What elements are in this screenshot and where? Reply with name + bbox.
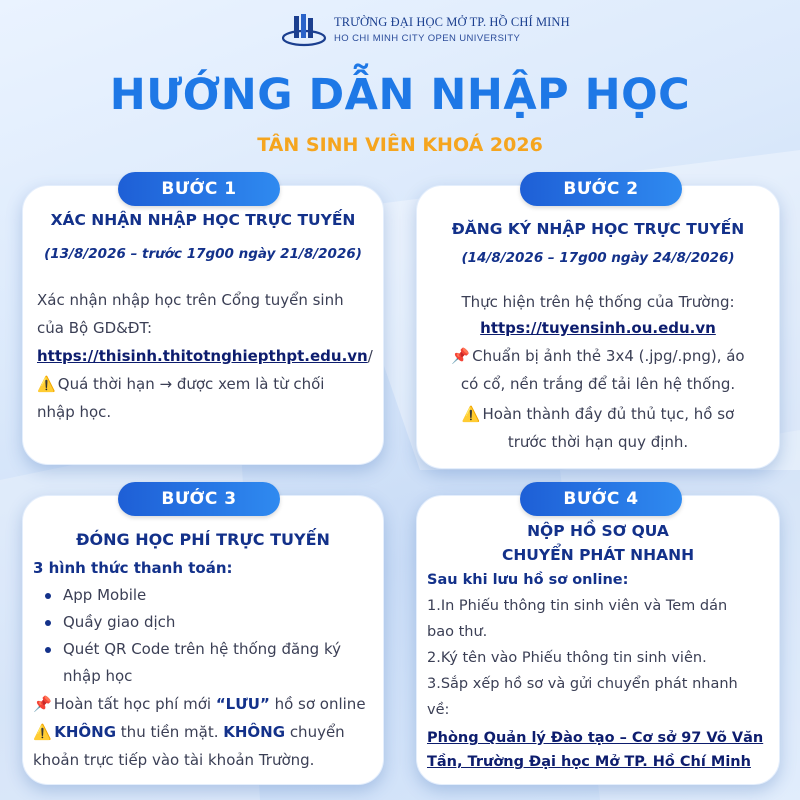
step2-link-row: [417, 314, 779, 342]
step3-warning-text-b: thu tiền mặt.: [116, 723, 224, 741]
step2-warning-line1: [417, 400, 779, 428]
bullet-icon: [45, 620, 51, 626]
step4-heading-line1: NỘP HỒ SƠ QUA: [527, 522, 669, 540]
step3-method-label: App Mobile: [63, 586, 147, 604]
step4-item1-line2: bao thư.: [427, 624, 488, 640]
step1-heading: XÁC NHẬN NHẬP HỌC TRỰC TUYẾN: [50, 211, 356, 229]
step2-text-line1: Thực hiện trên hệ thống của Trường:: [461, 293, 735, 311]
step4-card: [416, 495, 780, 785]
step2-card: [416, 185, 780, 469]
step2-warning-line2: trước thời hạn quy định.: [507, 433, 689, 451]
step4-badge: BƯỚC 4: [520, 482, 682, 516]
university-name-en: HO CHI MINH CITY OPEN UNIVERSITY: [334, 33, 521, 44]
step4-address-line2: Tần, Trường Đại học Mở TP. Hồ Chí Minh: [427, 754, 751, 770]
step4-item3-line2: về:: [427, 702, 450, 718]
step3-badge: BƯỚC 3: [118, 482, 280, 516]
step3-method-label: Quầy giao dịch: [63, 613, 176, 631]
step2-badge: BƯỚC 2: [520, 172, 682, 206]
step1-link-suffix: /: [367, 347, 373, 365]
bullet-icon: [45, 647, 51, 653]
step4-item1-line1: 1.In Phiếu thông tin sinh viên và Tem dán: [427, 598, 728, 614]
pushpin-icon: 📌: [451, 347, 471, 365]
step1-dates: (13/8/2026 – trước 17g00 ngày 21/8/2026): [44, 246, 362, 262]
step3-warning-text-d: chuyển: [285, 723, 345, 741]
step2-pin-line1: [417, 342, 779, 370]
step3-method-3: [45, 635, 341, 663]
pushpin-icon: 📌: [33, 695, 52, 713]
step3-warning-line2: khoản trực tiếp vào tài khoản Trường.: [33, 751, 315, 769]
step3-method-1: [45, 581, 146, 609]
step3-heading: ĐÓNG HỌC PHÍ TRỰC TUYẾN: [76, 530, 330, 549]
step3-pin-text-a: Hoàn tất học phí mới: [49, 695, 216, 713]
step1-warning-line1: [37, 370, 324, 398]
step1-text-line2: của Bộ GD&ĐT:: [37, 319, 153, 337]
step1-portal-link[interactable]: https://thisinh.thitotnghiepthpt.edu.vn: [37, 347, 368, 365]
step1-warning-line2: nhập học.: [37, 403, 112, 421]
step4-item2: 2.Ký tên vào Phiếu thông tin sinh viên.: [427, 650, 707, 666]
bullet-icon: [45, 593, 51, 599]
step4-item3-line1: 3.Sắp xếp hồ sơ và gửi chuyển phát nhanh: [427, 676, 738, 692]
logo-emblem-icon: [282, 12, 328, 50]
step3-pin-text-b: “LƯU”: [215, 695, 270, 713]
step4-heading-line2: CHUYỂN PHÁT NHANH: [501, 546, 695, 564]
step2-portal-link[interactable]: https://tuyensinh.ou.edu.vn: [480, 319, 716, 337]
step4-address-line1: Phòng Quản lý Đào tạo – Cơ sở 97 Võ Văn: [427, 730, 764, 746]
step1-badge: BƯỚC 1: [118, 172, 280, 206]
step3-warning-line1: [33, 718, 345, 746]
step3-card: [22, 495, 384, 785]
university-logo: [282, 12, 570, 50]
step3-method-2: [45, 608, 175, 636]
step3-warning-text-a: KHÔNG: [49, 723, 117, 741]
step1-card: [22, 185, 384, 465]
step2-heading: ĐĂNG KÝ NHẬP HỌC TRỰC TUYẾN: [451, 220, 745, 238]
step1-warning-text: Quá thời hạn → được xem là từ chối: [53, 375, 325, 393]
warning-icon: ⚠️: [33, 723, 52, 741]
step1-link-row: [37, 342, 373, 370]
step3-method-label: Quét QR Code trên hệ thống đăng ký: [63, 640, 341, 658]
warning-icon: ⚠️: [461, 405, 481, 423]
step4-intro: Sau khi lưu hồ sơ online:: [427, 572, 629, 588]
step2-dates: (14/8/2026 – 17g00 ngày 24/8/2026): [461, 250, 735, 266]
step2-pin-line2: có cổ, nền trắng để tải lên hệ thống.: [460, 375, 736, 393]
page-subtitle: TÂN SINH VIÊN KHOÁ 2026: [257, 134, 543, 156]
warning-icon: ⚠️: [37, 375, 56, 393]
step2-pin-text: Chuẩn bị ảnh thẻ 3x4 (.jpg/.png), áo: [467, 347, 745, 365]
university-name-vi: TRƯỜNG ĐẠI HỌC MỞ TP. HỒ CHÍ MINH: [334, 15, 570, 29]
step3-pin-line: [33, 690, 366, 718]
step3-method-3-cont: nhập học: [63, 667, 133, 685]
step3-intro: 3 hình thức thanh toán:: [33, 559, 233, 577]
step2-warning-text: Hoàn thành đầy đủ thủ tục, hồ sơ: [477, 405, 735, 423]
step1-text-line1: Xác nhận nhập học trên Cổng tuyển sinh: [37, 291, 344, 309]
page-title: HƯỚNG DẪN NHẬP HỌC: [109, 70, 691, 120]
step3-pin-text-c: hồ sơ online: [269, 695, 366, 713]
step3-warning-text-c: KHÔNG: [223, 723, 286, 741]
